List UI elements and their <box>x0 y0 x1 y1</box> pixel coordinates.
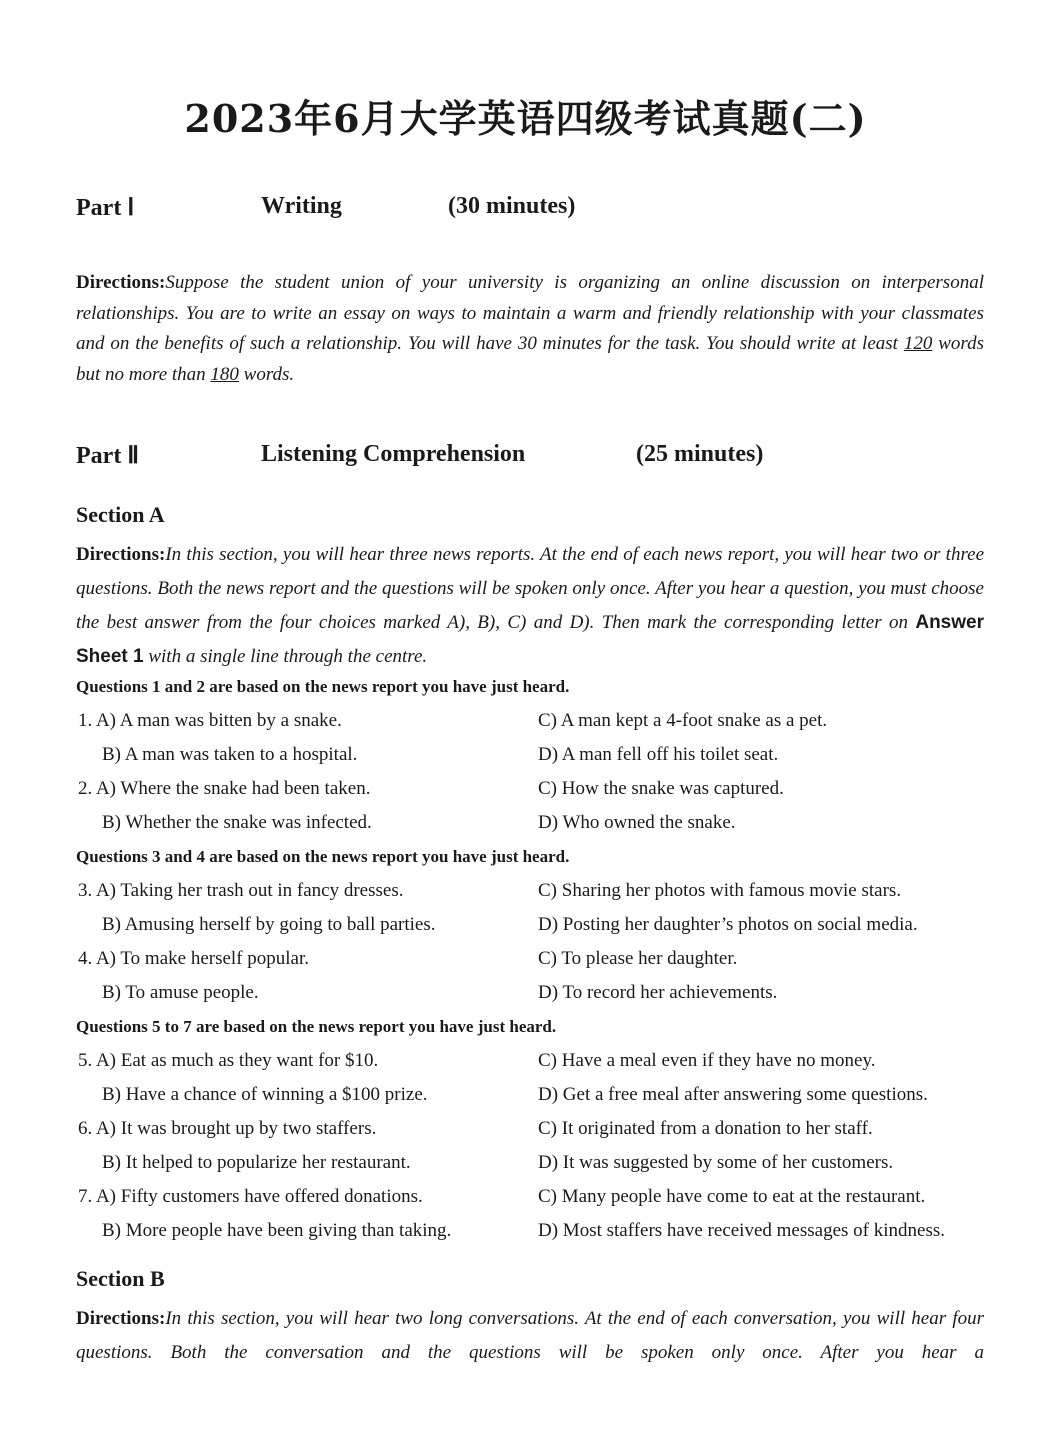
question-group-header: Questions 5 to 7 are based on the news report you have just heard. <box>76 1017 557 1036</box>
section-a-title: Section A <box>76 502 165 527</box>
q4-option-d: D) To record her achievements. <box>538 982 778 1003</box>
max-words: 180 <box>210 363 239 385</box>
part-1-directions <box>76 268 984 390</box>
q1-option-b: B) A man was taken to a hospital. <box>102 744 358 765</box>
q2-option-d: D) Who owned the snake. <box>538 812 736 833</box>
q1-option-a: 1. A) A man was bitten by a snake. <box>78 710 342 731</box>
part-2-label: Part Ⅱ <box>76 443 140 469</box>
min-words: 120 <box>903 333 933 354</box>
q3-option-d: D) Posting her daughter’s photos on social media. <box>538 914 918 935</box>
q6-option-c: C) It originated from a donation to her staff. <box>538 1118 873 1139</box>
q3-option-b: B) Amusing herself by going to ball parties. <box>102 914 436 935</box>
part-1-label: Part Ⅰ <box>76 195 135 221</box>
directions-text: with a single line through the centre. <box>143 646 428 667</box>
q4-option-c: C) To please her daughter. <box>538 948 738 969</box>
section-b-title: Section B <box>76 1266 165 1291</box>
q1-option-d: D) A man fell off his toilet seat. <box>538 744 779 765</box>
directions-text: Suppose the student union of your university is organizing an online discussion on interpersonal relationships. You are to write an essay on ways to maintain a warm and friendly relationship with your classmates and on the benefits of such a relationship. You will have 30 minutes for the task. You should write at least <box>76 272 984 354</box>
directions-label: Directions: <box>76 1308 166 1329</box>
q1-option-c: C) A man kept a 4-foot snake as a pet. <box>538 710 828 731</box>
q7-option-a: 7. A) Fifty customers have offered donations. <box>78 1186 423 1207</box>
q3-option-c: C) Sharing her photos with famous movie stars. <box>538 880 902 901</box>
section-b-directions <box>76 1302 984 1370</box>
part-2-time: (25 minutes) <box>636 441 764 467</box>
q2-option-a: 2. A) Where the snake had been taken. <box>78 778 371 799</box>
question-group-header: Questions 1 and 2 are based on the news report you have just heard. <box>76 677 570 696</box>
part-2-name: Listening Comprehension <box>261 441 526 467</box>
q7-option-c: C) Many people have come to eat at the restaurant. <box>538 1186 926 1207</box>
q5-option-c: C) Have a meal even if they have no money. <box>538 1050 876 1071</box>
section-a-directions <box>76 538 984 674</box>
page-title: 2023年6月大学英语四级考试真题(二) <box>184 96 867 141</box>
q7-option-b: B) More people have been giving than taking. <box>102 1220 452 1241</box>
q6-option-d: D) It was suggested by some of her customers. <box>538 1152 894 1173</box>
q5-option-b: B) Have a chance of winning a $100 prize. <box>102 1084 428 1105</box>
question-group-header: Questions 3 and 4 are based on the news report you have just heard. <box>76 847 570 866</box>
answer-sheet-label: Answer Sheet 1 <box>76 612 984 667</box>
q7-option-d: D) Most staffers have received messages of kindness. <box>538 1220 945 1241</box>
directions-text: In this section, you will hear three news reports. At the end of each news report, you will hear two or three questions. Both the news report and the questions will be spoken only once. After you hear a question, you must choose the best answer from the four choices marked A), B), C) and D). Then mark the corresponding letter on <box>76 544 984 633</box>
q6-option-b: B) It helped to popularize her restaurant. <box>102 1152 411 1173</box>
q4-option-b: B) To amuse people. <box>102 982 259 1003</box>
q5-option-d: D) Get a free meal after answering some questions. <box>538 1084 928 1105</box>
q3-option-a: 3. A) Taking her trash out in fancy dresses. <box>78 880 404 901</box>
directions-text: In this section, you will hear two long conversations. At the end of each conversation, you will hear four questions. Both the conversation and the questions will be spoken only once. After you hear a <box>76 1308 984 1363</box>
q5-option-a: 5. A) Eat as much as they want for $10. <box>78 1050 379 1071</box>
directions-label: Directions: <box>76 272 166 293</box>
directions-text: words but no more than <box>76 333 984 385</box>
q2-option-c: C) How the snake was captured. <box>538 778 784 799</box>
directions-label: Directions: <box>76 544 166 565</box>
part-1-name: Writing <box>261 193 342 219</box>
q6-option-a: 6. A) It was brought up by two staffers. <box>78 1118 377 1139</box>
q2-option-b: B) Whether the snake was infected. <box>102 812 372 833</box>
q4-option-a: 4. A) To make herself popular. <box>78 948 310 969</box>
directions-text: words. <box>238 363 295 385</box>
part-1-time: (30 minutes) <box>448 193 576 219</box>
